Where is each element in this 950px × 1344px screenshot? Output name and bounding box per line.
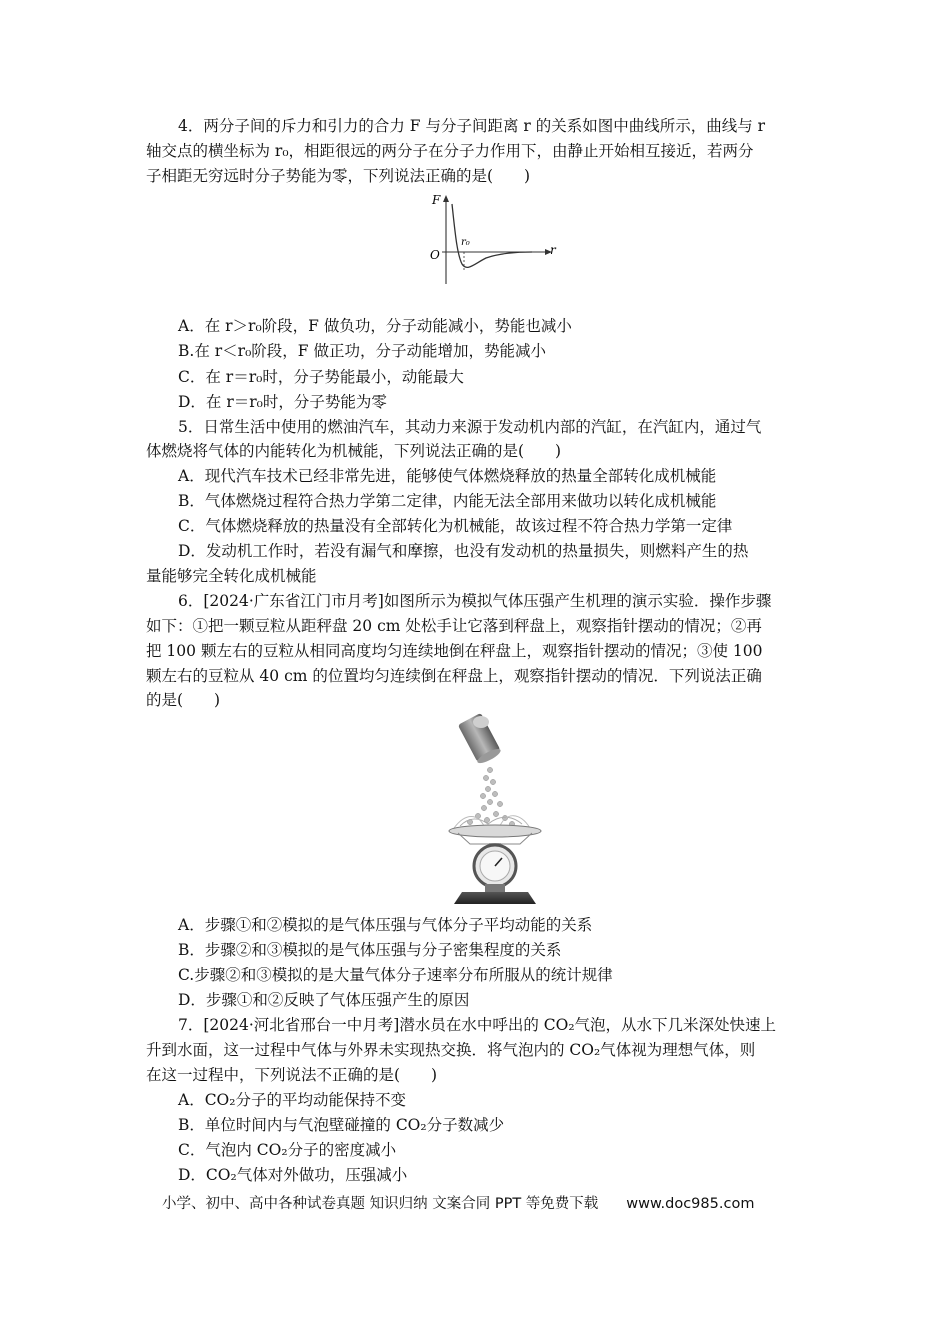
q5-line-1: 5．日常生活中使用的燃油汽车，其动力来源于发动机内部的汽缸，在汽缸内，通过气 <box>178 418 762 436</box>
q6-option-a: A．步骤①和②模拟的是气体压强与气体分子平均动能的关系 <box>178 916 593 934</box>
scale-pan <box>449 825 541 837</box>
force-distance-graph <box>420 192 560 288</box>
q6-option-c: C.步骤②和③模拟的是大量气体分子速率分布所服从的统计规律 <box>178 966 613 984</box>
q6-line-5: 的是( ) <box>146 691 221 709</box>
q6-line-3: 把 100 颗左右的豆粒从相同高度均匀连续地倒在秤盘上，观察指针摆动的情况；③使 100 <box>146 642 763 660</box>
q5-option-d-cont: 量能够完全转化成机械能 <box>146 567 317 585</box>
footer-text: 小学、初中、高中各种试卷真题 知识归纳 文案合同 PPT 等免费下载 <box>162 1196 599 1212</box>
q7-line-1: 7．[2024·河北省邢台一中月考]潜水员在水中呼出的 CO₂气泡，从水下几米深处快速上 <box>178 1016 777 1034</box>
hand <box>473 716 489 728</box>
q7-line-2: 升到水面，这一过程中气体与外界未实现热交换．将气泡内的 CO₂气体视为理想气体，则 <box>146 1041 756 1059</box>
q7-option-c: C．气泡内 CO₂分子的密度减小 <box>178 1141 397 1159</box>
q6-option-d: D．步骤①和②反映了气体压强产生的原因 <box>178 991 470 1009</box>
q7-line-3: 在这一过程中，下列说法不正确的是( ) <box>146 1066 438 1084</box>
graph-y-label: F <box>432 193 441 207</box>
q4-line-2: 轴交点的横坐标为 r₀，相距很远的两分子在分子力作用下，由静止开始相互接近，若两分 <box>146 142 754 160</box>
graph-r0-label: r₀ <box>461 237 470 248</box>
scale-base <box>454 892 536 904</box>
q4-option-d: D．在 r＝r₀时，分子势能为零 <box>178 393 387 411</box>
q7-option-b: B．单位时间内与气泡壁碰撞的 CO₂分子数减少 <box>178 1116 505 1134</box>
graph-origin-label: O <box>430 248 440 262</box>
q6-option-b: B．步骤②和③模拟的是气体压强与分子密集程度的关系 <box>178 941 562 959</box>
q5-option-d: D．发动机工作时，若没有漏气和摩擦，也没有发动机的热量损失，则燃料产生的热 <box>178 542 749 560</box>
q4-option-a: A．在 r＞r₀阶段，F 做负功，分子动能减小，势能也减小 <box>178 317 572 335</box>
page-footer <box>162 1192 754 1213</box>
q6-line-2: 如下：①把一颗豆粒从距秤盘 20 cm 处松手让它落到秤盘上，观察指针摆动的情况；②再 <box>146 617 762 635</box>
q7-option-a: A．CO₂分子的平均动能保持不变 <box>178 1091 406 1109</box>
falling-beans <box>467 767 514 826</box>
q4-option-b: B.在 r＜r₀阶段，F 做正功，分子动能增加，势能减小 <box>178 342 546 360</box>
q5-option-c: C．气体燃烧释放的热量没有全部转化为机械能，故该过程不符合热力学第一定律 <box>178 517 733 535</box>
q5-line-2: 体燃烧将气体的内能转化为机械能，下列说法正确的是( ) <box>146 442 562 460</box>
q5-option-a: A．现代汽车技术已经非常先进，能够使气体燃烧释放的热量全部转化成机械能 <box>178 467 717 485</box>
graph-x-label: r <box>550 243 556 257</box>
q4-line-3: 子相距无穷远时分子势能为零，下列说法正确的是( ) <box>146 167 531 185</box>
q5-option-b: B．气体燃烧过程符合热力学第二定律，内能无法全部用来做功以转化成机械能 <box>178 492 717 510</box>
q4-line-1: 4．两分子间的斥力和引力的合力 F 与分子间距离 r 的关系如图中曲线所示，曲线与 r <box>178 117 766 135</box>
q6-line-4: 颗左右的豆粒从 40 cm 的位置均匀连续倒在秤盘上，观察指针摆动的情况．下列说法正确 <box>146 667 762 685</box>
footer-url[interactable]: www.doc985.com <box>626 1196 755 1212</box>
q4-option-c: C．在 r＝r₀时，分子势能最小，动能最大 <box>178 368 464 386</box>
q7-option-d: D．CO₂气体对外做功，压强减小 <box>178 1166 408 1184</box>
bean-scale-illustration <box>440 712 550 910</box>
q6-line-1: 6．[2024·广东省江门市月考]如图所示为模拟气体压强产生机理的演示实验．操作步骤 <box>178 592 772 610</box>
graph-y-arrow <box>443 195 449 202</box>
